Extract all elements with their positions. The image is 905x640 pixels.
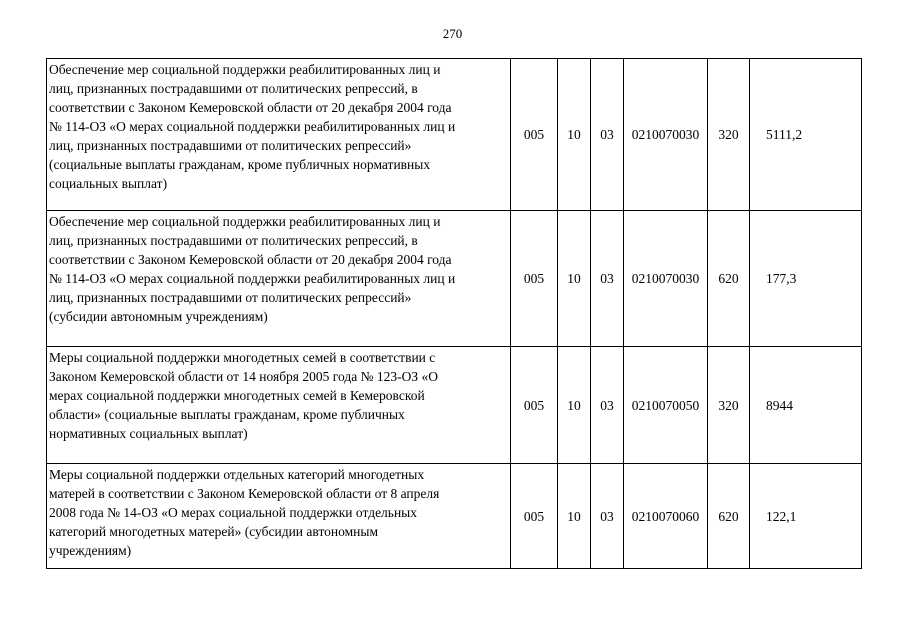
- description-line: Обеспечение мер социальной поддержки реабилитированных лиц и: [49, 62, 441, 77]
- description-line: (субсидии автономным учреждениям): [49, 309, 268, 324]
- description-line: соответствии с Законом Кемеровской области от 20 декабря 2004 года: [49, 100, 452, 115]
- description-line: социальных выплат): [49, 176, 168, 191]
- description-line: области» (социальные выплаты гражданам, кроме публичных: [49, 407, 405, 422]
- description-cell: [47, 347, 511, 464]
- table-row: [47, 347, 862, 464]
- target-article-cell: 0210070060: [624, 464, 708, 569]
- description-line: Законом Кемеровской области от 14 ноября 2005 года № 123-ОЗ «О: [49, 369, 438, 384]
- description-line: (социальные выплаты гражданам, кроме публичных нормативных: [49, 157, 431, 172]
- subsection-code-cell: 03: [591, 211, 624, 347]
- amount-cell: 5111,2: [750, 59, 862, 211]
- expense-type-cell: 320: [708, 59, 750, 211]
- table-row: [47, 211, 862, 347]
- subsection-code-cell: 03: [591, 464, 624, 569]
- amount-cell: 122,1: [750, 464, 862, 569]
- ministry-code-cell: 005: [511, 211, 558, 347]
- description-line: 2008 года № 14-ОЗ «О мерах социальной поддержки отдельных: [49, 505, 418, 520]
- section-code-cell: 10: [558, 347, 591, 464]
- section-code-cell: 10: [558, 464, 591, 569]
- description-line: категорий многодетных матерей» (субсидии автономным: [49, 524, 379, 539]
- description-line: лиц, признанных пострадавшими от политических репрессий»: [49, 138, 412, 153]
- ministry-code-cell: 005: [511, 347, 558, 464]
- description-line: нормативных социальных выплат): [49, 426, 248, 441]
- target-article-cell: 0210070030: [624, 59, 708, 211]
- description-line: соответствии с Законом Кемеровской области от 20 декабря 2004 года: [49, 252, 452, 267]
- amount-cell: 8944: [750, 347, 862, 464]
- description-line: № 114-ОЗ «О мерах социальной поддержки реабилитированных лиц и: [49, 271, 456, 286]
- subsection-code-cell: 03: [591, 347, 624, 464]
- description-line: Меры социальной поддержки многодетных семей в соответствии с: [49, 350, 436, 365]
- expense-type-cell: 620: [708, 211, 750, 347]
- description-cell: [47, 59, 511, 211]
- description-line: Меры социальной поддержки отдельных категорий многодетных: [49, 467, 425, 482]
- description-line: лиц, признанных пострадавшими от политических репрессий, в: [49, 233, 418, 248]
- description-line: Обеспечение мер социальной поддержки реабилитированных лиц и: [49, 214, 441, 229]
- description-line: мерах социальной поддержки многодетных семей в Кемеровской: [49, 388, 425, 403]
- table-row: [47, 59, 862, 211]
- section-code-cell: 10: [558, 211, 591, 347]
- subsection-code-cell: 03: [591, 59, 624, 211]
- page-number: 270: [442, 26, 463, 41]
- ministry-code-cell: 005: [511, 464, 558, 569]
- description-line: матерей в соответствии с Законом Кемеровской области от 8 апреля: [49, 486, 440, 501]
- description-line: № 114-ОЗ «О мерах социальной поддержки реабилитированных лиц и: [49, 119, 456, 134]
- expense-type-cell: 320: [708, 347, 750, 464]
- description-line: лиц, признанных пострадавшими от политических репрессий»: [49, 290, 412, 305]
- expense-type-cell: 620: [708, 464, 750, 569]
- target-article-cell: 0210070030: [624, 211, 708, 347]
- target-article-cell: 0210070050: [624, 347, 708, 464]
- section-code-cell: 10: [558, 59, 591, 211]
- ministry-code-cell: 005: [511, 59, 558, 211]
- amount-cell: 177,3: [750, 211, 862, 347]
- description-cell: [47, 464, 511, 569]
- table-row: [47, 464, 862, 569]
- description-cell: [47, 211, 511, 347]
- budget-table: [46, 58, 862, 569]
- description-line: лиц, признанных пострадавшими от политических репрессий, в: [49, 81, 418, 96]
- description-line: учреждениям): [49, 543, 132, 558]
